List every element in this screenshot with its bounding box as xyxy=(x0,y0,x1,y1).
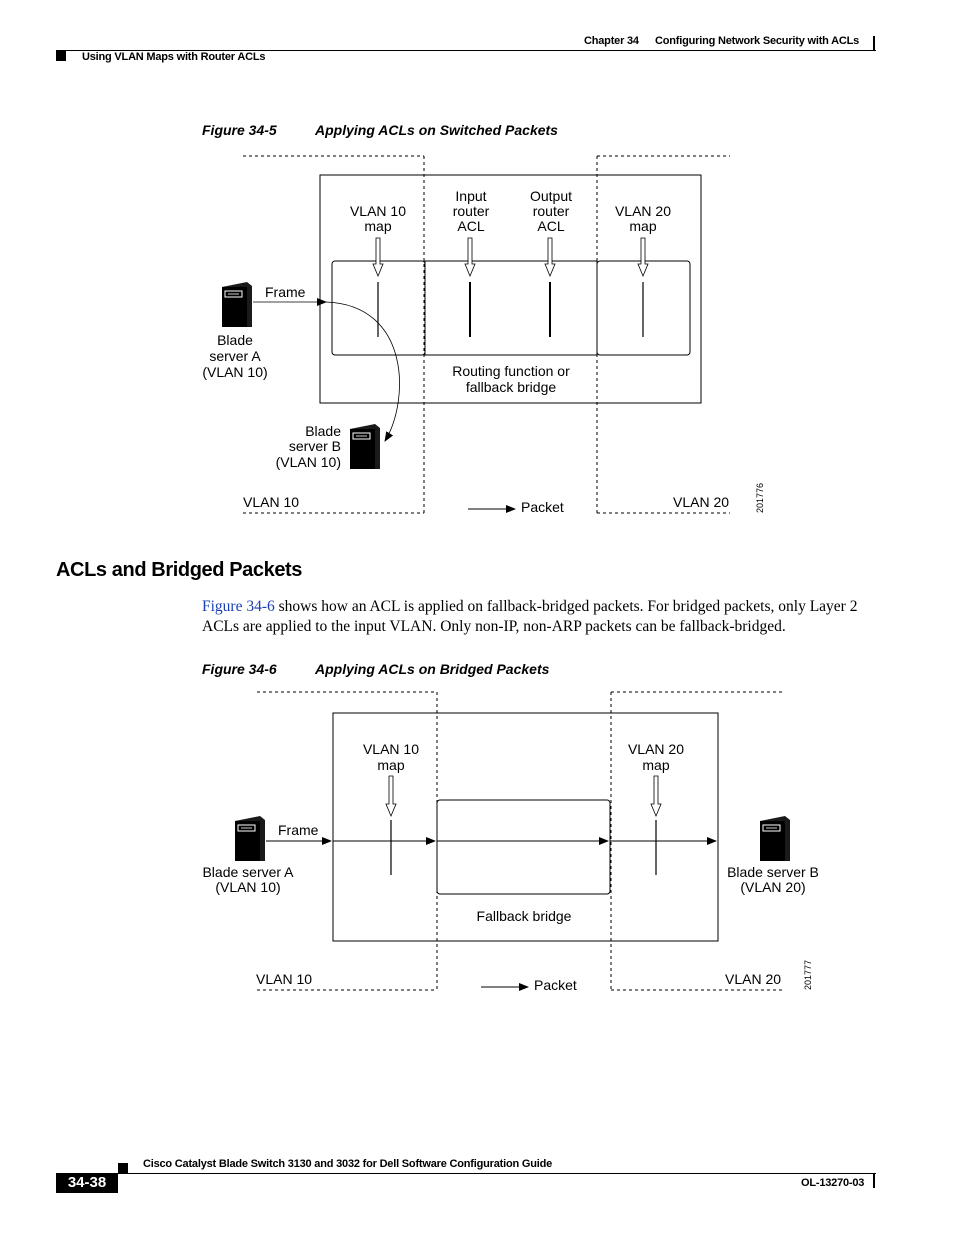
footer-book-title: Cisco Catalyst Blade Switch 3130 and 3032 for Dell Software Configuration Guide xyxy=(143,1158,553,1170)
input-acl-checkpoint xyxy=(465,238,475,337)
vlan10-map-label: VLAN 10 map xyxy=(349,203,407,234)
figure-2-art-id: 201777 xyxy=(803,959,813,990)
figure-34-6-link[interactable]: Figure 34-6 xyxy=(202,598,275,615)
header-chapter: Chapter 34 xyxy=(584,35,639,47)
header-chapter-title: Configuring Network Security with ACLs xyxy=(655,35,860,47)
vlan10-map-checkpoint xyxy=(373,238,383,337)
vlan10-zone-label-2: VLAN 10 xyxy=(256,971,313,987)
figure-2-number: Figure 34-6 xyxy=(202,661,277,677)
vlan20-map-checkpoint-2 xyxy=(651,776,661,875)
blade-server-b-label: Blade server B (VLAN 10) xyxy=(275,423,341,470)
vlan20-map-label-2: VLAN 20 map xyxy=(627,741,685,773)
footer-doc-id: OL-13270-03 xyxy=(801,1177,865,1189)
header-left-marker xyxy=(56,51,66,61)
blade-server-a-label: Blade server A (VLAN 10) xyxy=(202,332,268,380)
blade-server-a-icon-2 xyxy=(235,816,265,861)
figure-1-number: Figure 34-5 xyxy=(202,122,277,138)
frame-label: Frame xyxy=(265,284,306,300)
header-section: Using VLAN Maps with Router ACLs xyxy=(82,51,266,63)
figure-1-art-id: 201776 xyxy=(755,482,765,513)
blade-server-b-icon-2 xyxy=(760,816,790,861)
input-acl-label: Input router ACL xyxy=(452,188,490,234)
figure-1-title: Applying ACLs on Switched Packets xyxy=(315,122,558,138)
blade-server-b-icon xyxy=(350,424,380,469)
page-number: 34-38 xyxy=(56,1173,118,1193)
section-paragraph xyxy=(202,597,892,637)
vlan20-map-label: VLAN 20 map xyxy=(614,203,672,234)
vlan10-map-label-2: VLAN 10 map xyxy=(362,741,420,773)
output-acl-label: Output router ACL xyxy=(529,188,573,234)
output-acl-checkpoint xyxy=(545,238,555,337)
packet-legend-label-2: Packet xyxy=(534,977,577,993)
header-right-tick xyxy=(873,36,875,51)
bridged-path-curve xyxy=(326,302,400,441)
blade-server-b-label-2: Blade server B (VLAN 20) xyxy=(727,864,819,895)
routing-function-label: Routing function or fallback bridge xyxy=(452,363,570,395)
frame-label-2: Frame xyxy=(278,822,319,838)
figure-2-diagram xyxy=(0,685,954,1005)
section-heading: ACLs and Bridged Packets xyxy=(56,559,303,581)
footer-right-tick xyxy=(873,1174,875,1188)
vlan10-map-checkpoint-2 xyxy=(386,776,396,875)
vlan20-zone-label: VLAN 20 xyxy=(673,494,730,510)
section-paragraph-text: shows how an ACL is applied on fallback-bridged packets. For bridged packets, only Layer 2 ACLs are applied to the input VLAN. Only non-IP, non-ARP packets can be fallback-bridged. xyxy=(202,598,858,635)
vlan20-zone-label-2: VLAN 20 xyxy=(725,971,782,987)
fallback-bridge-label: Fallback bridge xyxy=(476,908,572,924)
footer-left-marker xyxy=(118,1163,128,1173)
vlan10-zone-label: VLAN 10 xyxy=(243,494,300,510)
vlan20-map-checkpoint xyxy=(638,238,648,337)
packet-legend-label: Packet xyxy=(521,499,564,515)
blade-server-a-icon xyxy=(222,282,252,327)
routing-block xyxy=(425,261,597,355)
fallback-bridge-block xyxy=(437,800,610,894)
blade-server-a-label-2: Blade server A (VLAN 10) xyxy=(202,864,294,895)
figure-2-title: Applying ACLs on Bridged Packets xyxy=(315,661,550,677)
figure-1-diagram xyxy=(0,145,954,535)
footer-rule xyxy=(56,1173,876,1174)
